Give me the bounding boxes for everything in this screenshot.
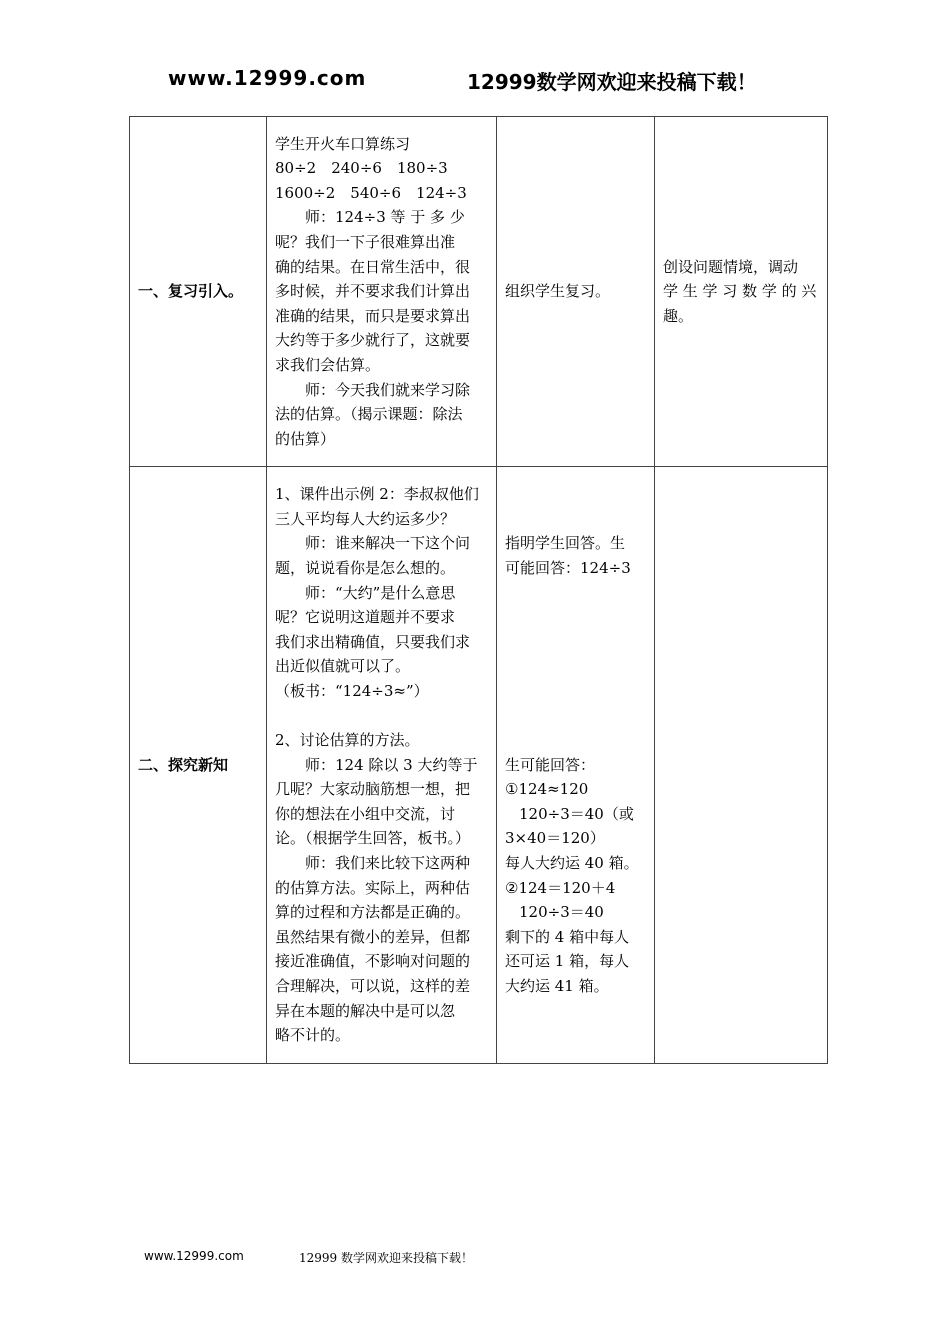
header-site-url[interactable]: www.12999.com [168,66,367,90]
content-line: 确的结果。在日常生活中，很 [275,257,471,276]
footer-slogan: 12999 数学网欢迎来投稿下载！ [299,1251,473,1265]
teacher-line: 指明学生回答。生 [505,534,626,553]
content-line: 你的想法在小组中交流，讨 [275,804,456,823]
teacher-line: 可能回答：124÷3 [505,559,631,578]
content-line: 多时候，并不要求我们计算出 [275,282,471,301]
content-line: 我们求出精确值，只要我们求 [275,632,471,651]
content-line: 接近准确值，不影响对问题的 [275,952,471,971]
content-line: 师：谁来解决一下这个问 [305,534,471,553]
content-line: 2、讨论估算的方法。 [275,731,420,750]
page-header [0,66,950,100]
content-line: 出近似值就可以了。 [275,657,411,676]
content-line: 异在本题的解决中是可以忽 [275,1001,456,1020]
content-line: 几呢？大家动脑筋想一想，把 [275,780,471,799]
content-line: 虽然结果有微小的差异，但都 [275,927,471,946]
content-line: 求我们会估算。 [275,355,381,374]
teacher-activity-cell [497,117,655,467]
table-row [130,117,828,467]
content-line: 师：124÷3 等 于 多 少 [305,208,465,227]
content-cell [267,117,497,467]
content-line: 题，说说看你是怎么想的。 [275,558,456,577]
content-line: 80÷2 240÷6 180÷3 [275,159,448,178]
content-line: 师：124 除以 3 大约等于 [305,755,478,774]
content-blank-line [275,704,488,729]
content-line: 算的过程和方法都是正确的。 [275,903,471,922]
page-footer [0,1249,950,1269]
header-slogan: 12999数学网欢迎来投稿下载！ [467,70,757,94]
table-row [130,467,828,1064]
content-line: 大约等于多少就行了，这就要 [275,331,471,350]
content-line: 的估算） [275,429,336,448]
teacher-spacer [505,581,646,753]
content-line: 呢？我们一下子很难算出准 [275,233,456,252]
content-line: 三人平均每人大约运多少？ [275,509,456,528]
content-line: 师：我们来比较下这两种 [305,854,471,873]
teacher-activity-cell [497,467,655,1064]
teacher-line: 3×40＝120） [505,829,605,848]
content-line: 呢？它说明这道题并不要求 [275,608,456,627]
content-line: 1600÷2 540÷6 124÷3 [275,183,467,202]
intent-line: 学 生 学 习 数 学 的 兴 [663,282,817,301]
design-intent-cell [655,117,828,467]
content-line: 合理解决，可以说，这样的差 [275,977,471,996]
teacher-line: 120÷3＝40（或 [519,804,634,823]
teacher-line: 剩下的 4 箱中每人 [505,927,630,946]
stage-label: 一、复习引入。 [138,282,244,301]
content-line: 论。（根据学生回答，板书。） [275,829,471,848]
content-line: 的估算方法。实际上，两种估 [275,878,471,897]
content-line: 学生开火车口算练习 [275,134,411,153]
teacher-line: 还可运 1 箱，每人 [505,952,630,971]
design-intent-cell [655,467,828,1064]
stage-cell [130,467,267,1064]
teacher-line: 生可能回答： [505,755,596,774]
content-line: 1、课件出示例 2：李叔叔他们 [275,485,479,504]
teacher-line: ①124≈120 [505,780,589,799]
teacher-line: 大约运 41 箱。 [505,976,609,995]
content-cell [267,467,497,1064]
content-line: 准确的结果，而只是要求算出 [275,306,471,325]
content-line: 法的估算。（揭示课题：除法 [275,405,463,424]
lesson-plan-table [129,116,828,1064]
teacher-line: 每人大约运 40 箱。 [505,854,639,872]
content-line: 略不计的。 [275,1026,351,1045]
footer-site-url[interactable]: www.12999.com [144,1249,244,1263]
stage-label: 二、探究新知 [138,755,229,774]
teacher-line: 组织学生复习。 [505,282,611,301]
teacher-line: 120÷3＝40 [519,903,604,922]
intent-line: 趣。 [663,306,694,325]
content-line: 师：“大约”是什么意思 [305,583,456,602]
stage-cell [130,117,267,467]
content-line: （板书：“124÷3≈”） [275,681,429,700]
teacher-line: ②124＝120＋4 [505,878,616,897]
intent-line: 创设问题情境，调动 [663,257,799,276]
content-line: 师：今天我们就来学习除 [305,380,471,399]
